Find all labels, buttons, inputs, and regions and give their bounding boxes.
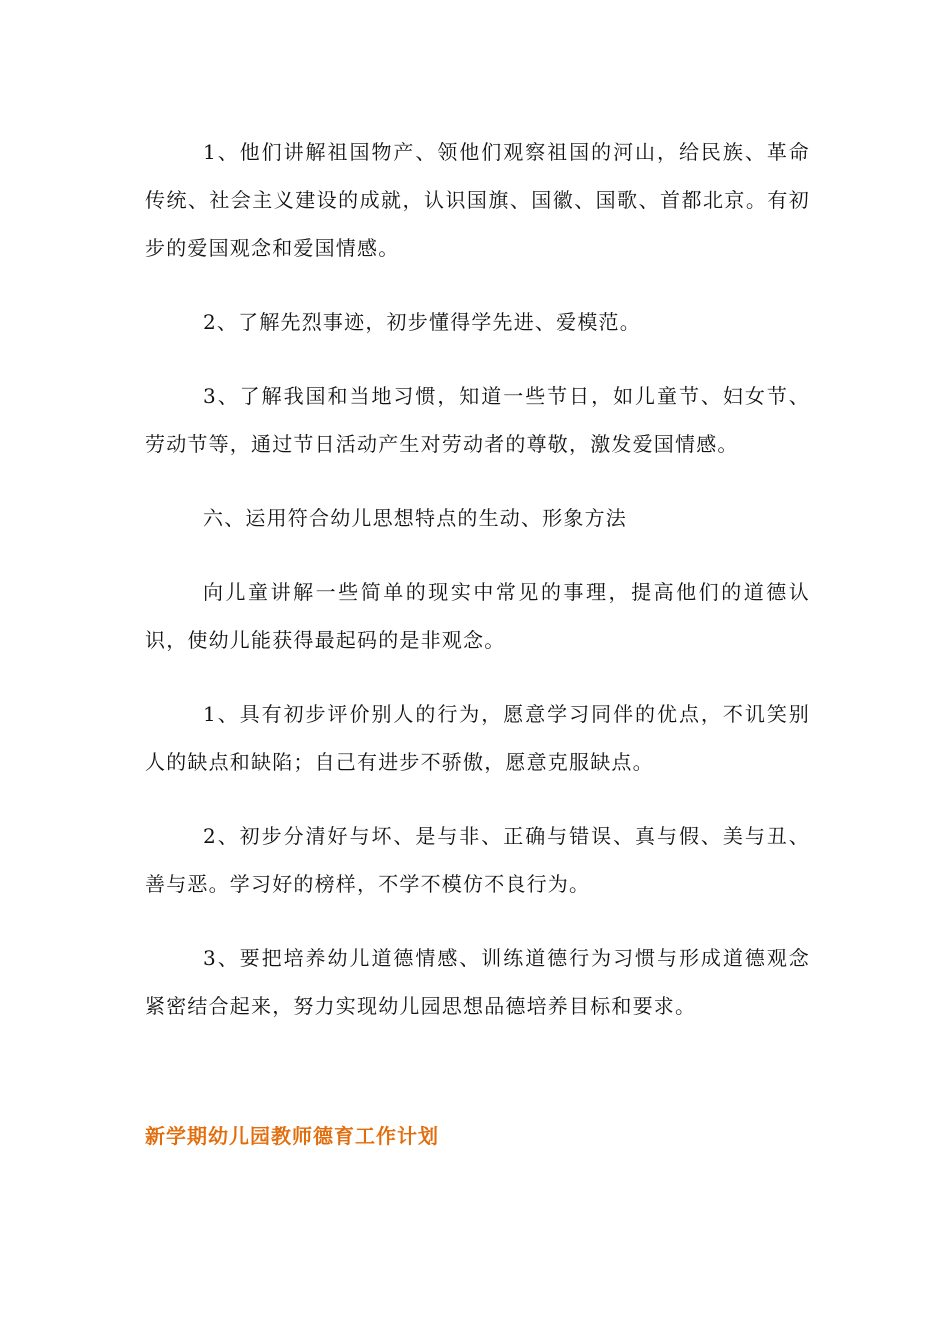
section-heading-six: 六、运用符合幼儿思想特点的生动、形象方法 bbox=[203, 506, 627, 530]
paragraph-patriotic-education: 1、他们讲解祖国物产、领他们观察祖国的河山，给民族、革命传统、社会主义建设的成就，认识国旗、国徽、国歌、首都北京。有初步的爱国观念和爱国情感。 bbox=[145, 140, 810, 260]
paragraph-martyrs: 2、了解先烈事迹，初步懂得学先进、爱模范。 bbox=[203, 310, 641, 334]
paragraph-right-wrong: 2、初步分清好与坏、是与非、正确与错误、真与假、美与丑、善与恶。学习好的榜样，不学不模仿不良行为。 bbox=[145, 824, 810, 896]
body-text bbox=[145, 128, 810, 1056]
paragraph-moral-understanding: 向儿童讲解一些简单的现实中常见的事理，提高他们的道德认识，使幼儿能获得最起码的是非观念。 bbox=[145, 580, 810, 652]
next-document-title: 新学期幼儿园教师德育工作计划 bbox=[145, 1124, 439, 1148]
paragraph-evaluate-others: 1、具有初步评价别人的行为，愿意学习同伴的优点，不讥笑别人的缺点和缺陷；自己有进步不骄傲，愿意克服缺点。 bbox=[145, 702, 810, 774]
paragraph-moral-habits: 3、要把培养幼儿道德情感、训练道德行为习惯与形成道德观念紧密结合起来，努力实现幼儿园思想品德培养目标和要求。 bbox=[145, 946, 810, 1018]
paragraph-festivals: 3、了解我国和当地习惯，知道一些节日，如儿童节、妇女节、劳动节等，通过节日活动产生对劳动者的尊敬，激发爱国情感。 bbox=[145, 384, 810, 456]
